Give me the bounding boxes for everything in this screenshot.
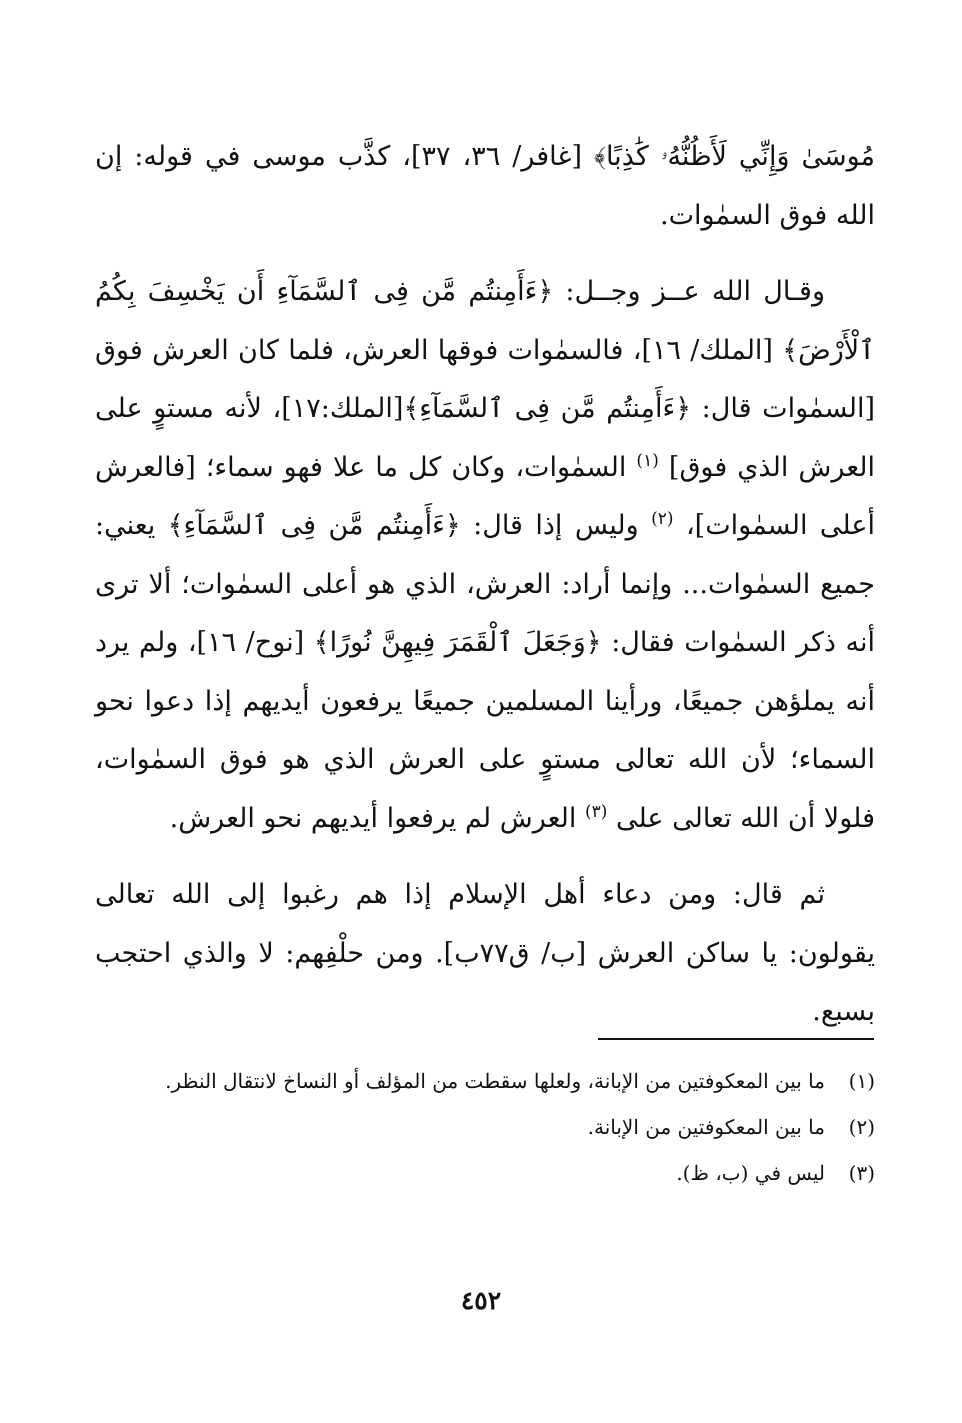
text-line: يا ساكن العرش [ب/ ق٧٧ب]. ومن حلْفِهم: لا والذي احتجب بسبع. xyxy=(95,937,875,1027)
text-line: وقـال الله عــز وجــل: ﴿ءَأَمِنتُم مَّن فِى ٱلسَّمَآءِ أَن يَخْسِفَ بِكُمُ ٱلْأَرْضَ﴾ xyxy=(95,276,875,366)
text-line: قال: ﴿ءَأَمِنتُم مَّن فِى ٱلسَّمَآءِ﴾[الملك:١٧]، لأنه مستوٍ على العرش الذي فوق] xyxy=(95,393,875,483)
footnote-text: ما بين المعكوفتين من الإبانة، ولعلها سقطت من المؤلف أو النساخ لانتقال النظر. xyxy=(165,1069,825,1093)
footnote-number: (١) xyxy=(848,1069,875,1093)
footnote-3 xyxy=(95,1150,875,1196)
text-line: ثم قال: ومن دعاء أهل الإسلام إذا هم رغبوا إلى الله تعالى يقولون: xyxy=(95,879,875,969)
footnote-text: ليس في (ب، ظ). xyxy=(676,1161,825,1185)
text-line: المسلمين جميعًا يرفعون أيديهم إذا دعوا نحو السماء؛ لأن الله تعالى xyxy=(95,685,875,775)
main-text xyxy=(95,128,875,1042)
footnote-marker-3: (٣) xyxy=(584,801,608,822)
footnotes xyxy=(95,1058,875,1196)
text-line: أراد: العرش، الذي هو أعلى السمٰوات؛ ألا ترى أنه ذكر السمٰوات فقال: xyxy=(95,568,875,658)
footnote-marker-2: (٢) xyxy=(651,509,674,529)
text-line: وليس إذا قال: ﴿ءَأَمِنتُم مَّن فِى ٱلسَّمَآءِ﴾ يعني: جميع السمٰوات... وإنما xyxy=(95,510,875,600)
footnote-number: (٢) xyxy=(848,1115,875,1139)
text-line: مستوٍ على العرش الذي هو فوق السمٰوات، فلولا أن الله تعالى على xyxy=(95,744,875,834)
paragraph-3 xyxy=(95,866,875,1042)
footnote-1 xyxy=(95,1058,875,1104)
text-line: مُوسَىٰ وَإِنِّي لَأَظُنُّهُۥ كَٰذِبًا﴾ [غافر/ ٣٦، ٣٧]، كذَّب موسى في قوله: إن xyxy=(95,141,876,172)
text-line: السمٰوات، وكان كل ما علا فهو سماء؛ [فالعرش أعلى السمٰوات]، xyxy=(95,451,875,541)
text-line: العرش لم يرفعوا أيديهم نحو العرش. xyxy=(169,802,577,834)
footnote-2 xyxy=(95,1104,875,1150)
footnote-separator xyxy=(598,1038,874,1040)
paragraph-2 xyxy=(95,263,875,848)
paragraph-1 xyxy=(95,128,875,245)
footnote-marker-1: (١) xyxy=(636,450,659,471)
page-number: ٤٥٢ xyxy=(460,1286,502,1315)
text-line: الله فوق السمٰوات. xyxy=(660,199,875,231)
text-line: [الملك/ ١٦]، فالسمٰوات فوقها العرش، فلما كان العرش فوق [السمٰوات xyxy=(95,334,875,424)
footnote-number: (٣) xyxy=(848,1161,875,1185)
text-line: ﴿وَجَعَلَ ٱلْقَمَرَ فِيهِنَّ نُورًا﴾ [نوح/ ١٦]، ولم يرد أنه يملؤهن جميعًا، ورأينا xyxy=(95,627,875,717)
footnote-text: ما بين المعكوفتين من الإبانة. xyxy=(587,1115,825,1139)
